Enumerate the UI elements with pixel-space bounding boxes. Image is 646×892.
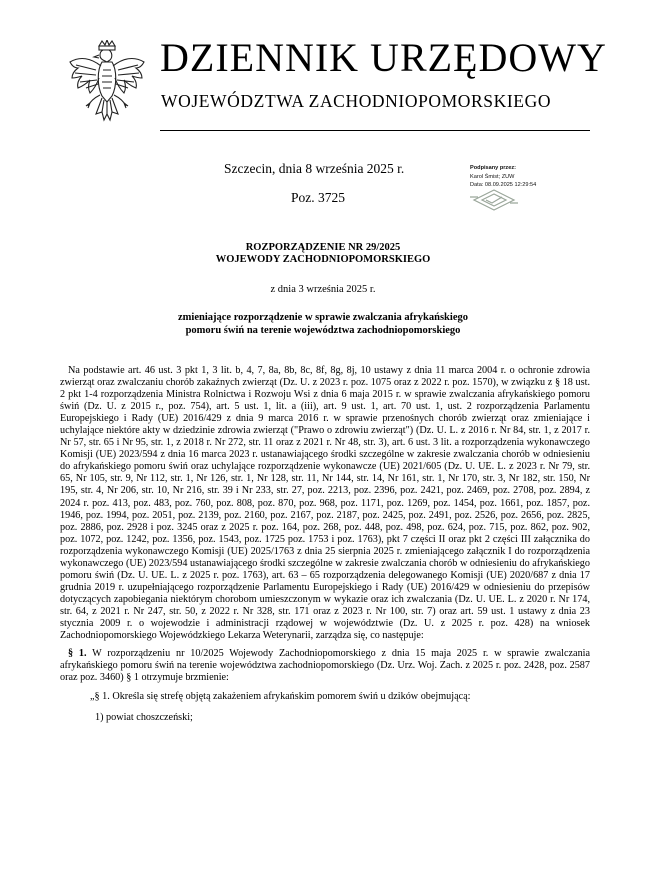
section-1-mark: § 1. [68, 648, 87, 660]
signature-label: Podpisany przez: [470, 165, 517, 171]
polish-eagle-emblem-icon [66, 40, 148, 132]
journal-subtitle: WOJEWÓDZTWA ZACHODNIOPOMORSKIEGO [161, 91, 552, 111]
signature-verified-icon [466, 189, 522, 211]
section-1-paragraph [60, 648, 590, 684]
publication-place-date: Szczecin, dnia 8 września 2025 r. [224, 161, 405, 176]
header-divider [160, 130, 590, 131]
act-subject: zmieniające rozporządzenie w sprawie zwalczania afrykańskiego pomoru świń na terenie województwa zachodniopomorskiego [178, 312, 468, 336]
signature-date: Data: 08.09.2025 12:29:54 [470, 182, 537, 188]
act-date: z dnia 3 września 2025 r. [270, 284, 376, 295]
digital-signature-block [470, 164, 536, 190]
quoted-provision: „§ 1. Określa się strefę objętą zakażeniem afrykańskim pomorem świń u dzików obejmującą: [90, 691, 471, 703]
journal-title: DZIENNIK URZĘDOWY [160, 35, 607, 80]
document-body [60, 365, 590, 724]
position-number: Poz. 3725 [291, 190, 345, 205]
act-title-line1: ROZPORZĄDZENIE NR 29/2025 [245, 242, 401, 253]
list-item: 1) powiat choszczeński; [95, 712, 193, 724]
act-title-line2: WOJEWODY ZACHODNIOPOMORSKIEGO [215, 254, 431, 265]
signature-signer: Karol Śmist; ZUW [470, 173, 515, 180]
preamble-paragraph: Na podstawie art. 46 ust. 3 pkt 1, 3 lit. b, 4, 7, 8a, 8b, 8c, 8f, 8g, 8j, 10 ustawy z dnia 11 marca 2004 r. o ochronie zdrowia zwierząt oraz zwalczaniu chorób zakaźnych zwierząt (Dz. U. z 2023 r. poz. 1075 oraz z 2022 r. poz. 1570), w związku z § 18 ust. 2 pkt 1-4 rozporządzenia Ministra Rolnictwa i Rozwoju Wsi z dnia 6 maja 2015 r. w sprawie zwalczania afrykańskiego pomoru świń (Dz. U. z 2015 r., poz. 754), art. 5 ust. 1, lit. a (iii), art. 9 ust. 1, art. 70 ust. 1, ust. 2 rozporządzenia Parlamentu Europejskiego i Rady (UE) 2016/429 z dnia 9 marca 2016 r. w sprawie przenośnych chorób zwierząt oraz zmieniające i uchylające niektóre akty w dziedzinie zdrowia zwierząt ("Prawo o zdrowiu zwierząt") (Dz. U. L. z 2016 r. Nr 84, str. 1, z 2017 r. Nr 57, str. 65 i Nr 95, str. 1, z 2018 r. Nr 272, str. 11 oraz z 2021 r. Nr 48, str. 3), art. 6 ust. 3 lit. a rozporządzenia wykonawczego Komisji (UE) 2023/594 z dnia 16 marca 2023 r. ustanawiającego środki szczególne w zakresie zwalczania chorób w odniesieniu do afrykańskiego pomoru świń oraz uchylające rozporządzenie wykonawcze (UE) 2021/605 (Dz. U. UE. L. z 2023 r. Nr 79, str. 65, Nr 105, str. 9, Nr 112, str. 1, Nr 126, str. 1, Nr 128, str. 11, Nr 144, str. 14, Nr 161, str. 1, Nr 170, str. 3, Nr 182, str. 150, Nr 195, str. 4, Nr 206, str. 10, Nr 216, str. 39 i Nr 233, str. 27, poz. 2213, poz. 2396, poz. 2421, poz. 2469, poz. 2708, poz. 2894, z 2024 r. poz. 413, poz. 483, poz. 760, poz. 808, poz. 870, poz. 968, poz. 1171, poz. 1269, poz. 1454, poz. 1661, poz. 1857, poz. 1946, poz. 1994, poz. 2051, poz. 2139, poz. 2160, poz. 2167, poz. 2187, poz. 2425, poz. 2491, poz. 2526, poz. 2656, poz. 2825, poz. 2886, poz. 2928 i poz. 3245 oraz z 2025 r. poz. 164, poz. 268, poz. 448, poz. 498, poz. 624, poz. 715, poz. 862, poz. 902, poz. 1072, poz. 1242, poz. 1356, poz. 1543, poz. 1725 poz. 1753 i poz. 1763), pkt 7 części II oraz pkt 2 części III załącznika do rozporządzenia wykonawczego Komisji (UE) 2025/1763 z dnia 25 sierpnia 2025 r. zmieniającego załącznik I do rozporządzenia wykonawczego (UE) 2023/594 ustanawiającego środki szczególne w zakresie zwalczania chorób w odniesieniu do afrykańskiego pomoru świń (Dz. U. UE. L. z 2025 r. poz. 1763), art. 63 – 65 rozporządzenia delegowanego Komisji (UE) 2020/687 z dnia 17 grudnia 2019 r. uzupełniającego rozporządzenie Parlamentu Europejskiego i Rady (UE) 2016/429 w odniesieniu do przepisów dotyczących zapobiegania niektórym chorobom umieszczonym w wykazie oraz ich zwalczania (Dz. U. UE. L. z 2020 r. Nr 174, str. 64, z 2021 r. Nr 247, str. 50, z 2022 r. Nr 328, str. 171 oraz z 2023 r. Nr 100, str. 7) oraz art. 59 ust. 1 ustawy z dnia 23 stycznia 2009 r. o wojewodzie i administracji rządowej w województwie (Dz. U. z 2025 r. poz. 428) na wniosek Zachodniopomorskiego Wojewódzkiego Lekarza Weterynarii, zarządza się, co następuje: [60, 365, 590, 642]
section-1-text: W rozporządzeniu nr 10/2025 Wojewody Zachodniopomorskiego z dnia 15 maja 2025 r. w sprawie zwalczania afrykańskiego pomoru świń na terenie województwa zachodniopomorskiego (Dz. Urz. Woj. Zach. z 2025 r. poz. 2428, poz. 2587 oraz poz. 3460) § 1 otrzymuje brzmienie: [60, 648, 591, 684]
